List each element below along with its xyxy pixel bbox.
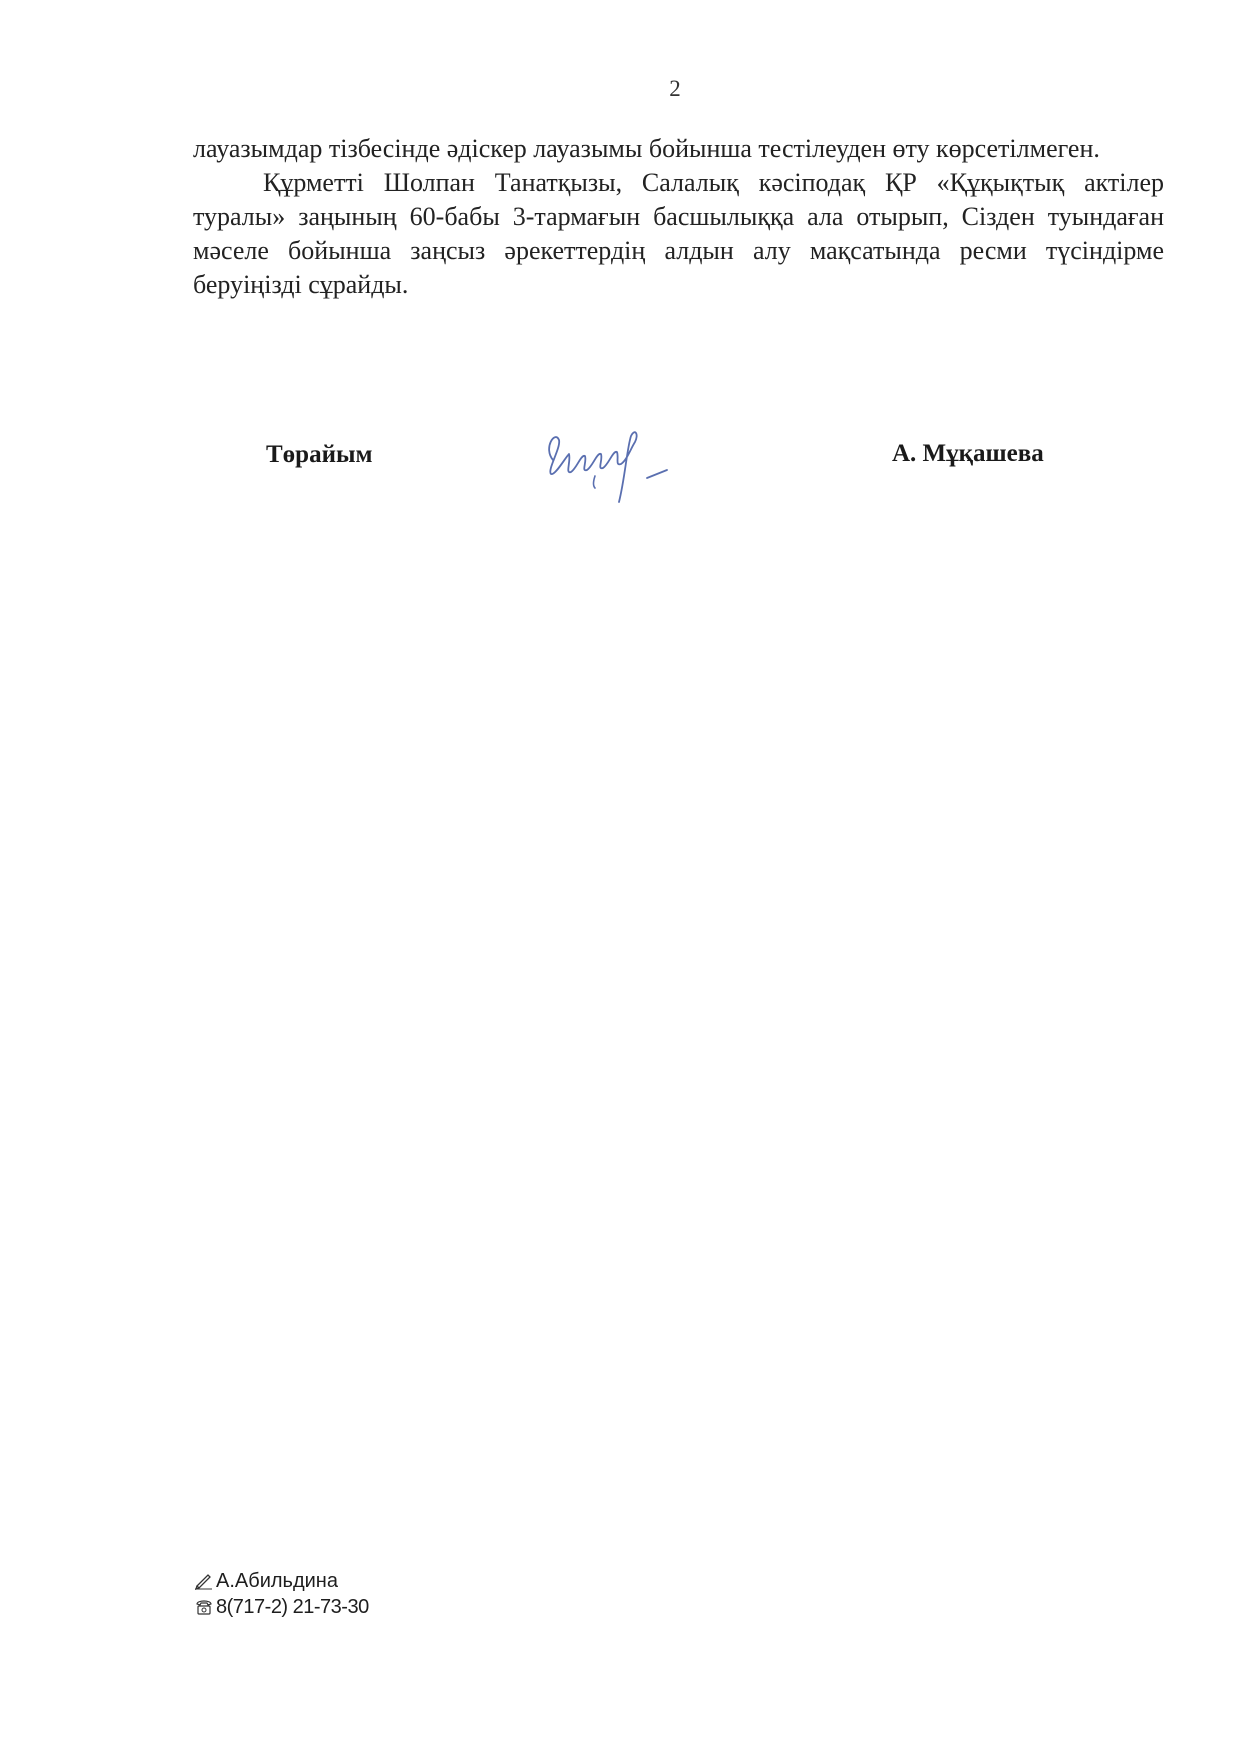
paragraph-request: Құрметті Шолпан Танатқызы, Салалық кәсіподақ ҚР «Құқықтық актілер туралы» заңының 60-бабы 3-тармағын басшылыққа ала отырып, Сізден туындаған мәселе бойынша заңсыз әрекеттердің алдын алу мақсатында ресми түсіндірме беруіңізді сұрайды. — [193, 168, 1164, 299]
phone-line — [194, 1594, 369, 1620]
phone-icon — [194, 1598, 214, 1616]
page-number: 2 — [669, 76, 681, 101]
paragraph-continuation: лауазымдар тізбесінде әдіскер лауазымы бойынша тестілеуден өту көрсетілмеген. — [193, 134, 1100, 163]
signature-block — [0, 418, 1242, 518]
handwritten-signature — [535, 418, 695, 508]
pen-icon — [194, 1572, 214, 1590]
executor-name: А.Абильдина — [216, 1570, 338, 1592]
letter-body — [193, 132, 1164, 302]
executor-info — [194, 1568, 369, 1620]
signer-name: А. Мұқашева — [892, 440, 1044, 467]
executor-line — [194, 1568, 369, 1594]
signer-title: Төрайым — [266, 441, 373, 468]
phone-number: 8(717-2) 21-73-30 — [216, 1596, 369, 1618]
